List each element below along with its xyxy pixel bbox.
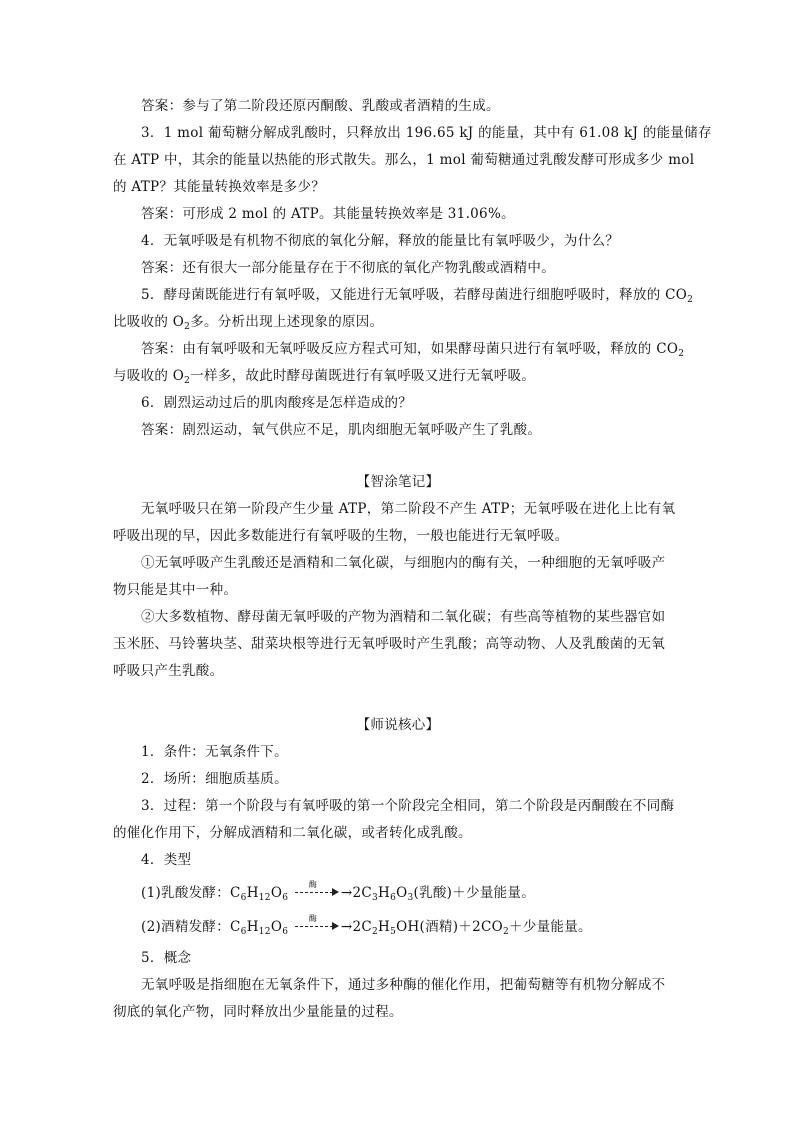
answer-5-line-1: 答案：由有氧呼吸和无氧呼吸反应方程式可知，如果酵母菌只进行有氧呼吸，释放的 $CO_2$ [141, 341, 685, 359]
answer-2: 答案：参与了第二阶段还原丙酮酸、乳酸或者酒精的生成。 [141, 98, 500, 114]
core-item-1: 1．条件：无氧条件下。 [141, 744, 288, 760]
core-item-3: 3．过程：第一个阶段与有氧呼吸的第一个阶段完全相同，第二个阶段是丙酮酸在不同酶 [141, 798, 675, 814]
equation-alcohol: (2)酒精发酵：$C_6H_{12}O_6$ 酶 $\to 2C_2H_5OH$(酒精)$+2CO_2+$少量能量。 [141, 914, 592, 937]
core-item-2: 2．场所：细胞质基质。 [141, 771, 288, 787]
notes-point-2b: 玉米胚、马铃薯块茎、甜菜块根等进行无氧呼吸时产生乳酸；高等动物、人及乳酸菌的无氧 [113, 636, 665, 652]
notes-paragraph-1b: 呼吸出现的早，因此多数能进行有氧呼吸的生物，一般也能进行无氧呼吸。 [113, 528, 569, 544]
question-5-line-2: 比吸收的 $O_2$多。分析出现上述现象的原因。 [113, 314, 384, 332]
notes-point-2c: 呼吸只产生乳酸。 [113, 663, 224, 679]
question-3-line-2: 在 ATP 中，其余的能量以热能的形式散失。那么，1 mol 葡萄糖通过乳酸发酵可形成多少 mol [113, 152, 695, 168]
core-item-3b: 的催化作用下，分解成酒精和二氧化碳，或者转化成乳酸。 [113, 825, 472, 841]
enzyme-arrow-icon: 酶 [295, 885, 339, 899]
core-item-4: 4．类型 [141, 852, 192, 868]
equation-lactic: (1)乳酸发酵：$C_6H_{12}O_6$ 酶 $\to 2C_3H_6O_3$(乳酸)＋少量能量。 [141, 880, 536, 903]
question-6: 6．剧烈运动过后的肌肉酸疼是怎样造成的？ [141, 395, 413, 411]
notes-point-1: ①无氧呼吸产生乳酸还是酒精和二氧化碳，与细胞内的酶有关，一种细胞的无氧呼吸产 [141, 555, 666, 571]
question-3-line-3: 的 ATP？其能量转换效率是多少？ [113, 179, 325, 195]
enzyme-arrow-icon: 酶 [295, 919, 339, 933]
notes-paragraph-1: 无氧呼吸只在第一阶段产生少量 ATP，第二阶段不产生 ATP；无氧呼吸在进化上比有氧 [141, 501, 676, 517]
question-4: 4．无氧呼吸是有机物不彻底的氧化分解，释放的能量比有氧呼吸少，为什么？ [141, 233, 620, 249]
answer-6: 答案：剧烈运动，氧气供应不足，肌肉细胞无氧呼吸产生了乳酸。 [141, 422, 542, 438]
answer-5-line-2: 与吸收的 $O_2$一样多，故此时酵母菌既进行有氧呼吸又进行无氧呼吸。 [113, 368, 536, 386]
concept-line-1: 无氧呼吸是指细胞在无氧条件下，通过多种酶的催化作用，把葡萄糖等有机物分解成不 [141, 977, 666, 993]
answer-4: 答案：还有很大一部分能量存在于不彻底的氧化产物乳酸或酒精中。 [141, 260, 555, 276]
concept-line-2: 彻底的氧化产物，同时释放出少量能量的过程。 [113, 1004, 403, 1020]
question-3-line-1: 3．1 mol 葡萄糖分解成乳酸时，只释放出 196.65 kJ 的能量，其中有 61.08 kJ 的能量储存 [141, 125, 712, 141]
core-item-5: 5．概念 [141, 950, 192, 966]
answer-3: 答案：可形成 2 mol 的 ATP。其能量转换效率是 31.06%。 [141, 206, 515, 222]
notes-point-2: ②大多数植物、酵母菌无氧呼吸的产物为酒精和二氧化碳；有些高等植物的某些器官如 [141, 609, 666, 625]
question-5-line-1: 5．酵母菌既能进行有氧呼吸，又能进行无氧呼吸，若酵母菌进行细胞呼吸时，释放的 $CO_2$ [141, 287, 694, 305]
section-heading-core: 【师说核心】 [356, 717, 440, 733]
notes-point-1b: 物只能是其中一种。 [113, 582, 238, 598]
section-heading-notes: 【智涂笔记】 [356, 474, 440, 490]
